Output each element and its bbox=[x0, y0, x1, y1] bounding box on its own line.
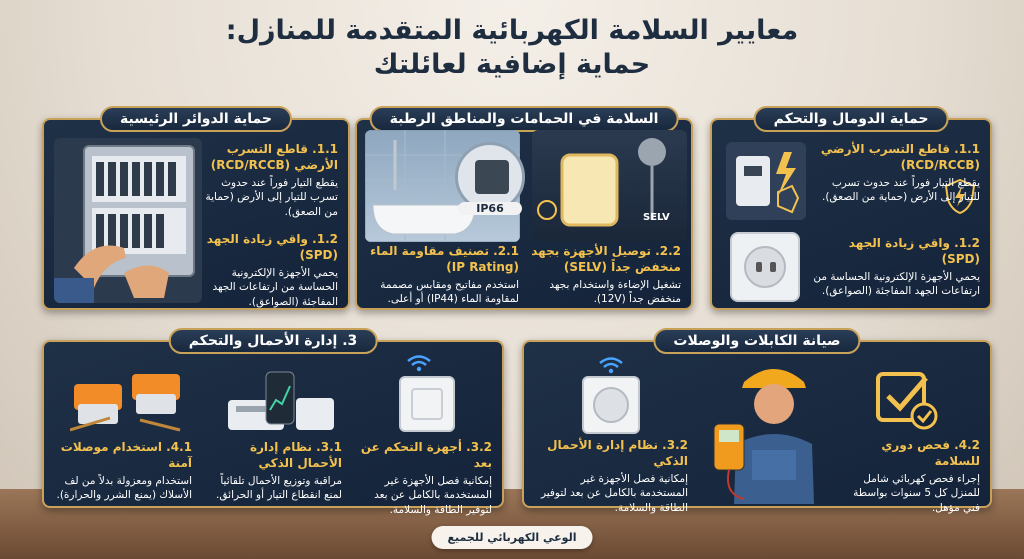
ip66-socket-icon bbox=[455, 142, 525, 215]
item-desc: تشغيل الإضاءة واستخدام بجهد منخفض جداً (12V). bbox=[549, 279, 681, 306]
panel-tag: السلامة في الحمامات والمناطق الرطبة bbox=[370, 106, 679, 132]
panel-tag: حماية الدومال والتحكم bbox=[754, 106, 949, 132]
item-title: 3.1. نظام إدارة الأحمال الذكي bbox=[249, 440, 342, 470]
item-smart-system bbox=[538, 438, 688, 515]
ip66-label: IP66 bbox=[458, 202, 522, 215]
item-desc: يحمي الأجهزة الإلكترونية الحساسة من ارتفاعات الجهد المفاجئة (الصواعق). bbox=[813, 271, 980, 298]
item-ip-rating bbox=[367, 244, 519, 307]
item-rcd bbox=[200, 142, 338, 219]
panel-cable-maintenance bbox=[522, 333, 992, 514]
item-desc: إجراء فحص كهربائي شامل للمنزل كل 5 سنوات بواسطة فني مؤهل. bbox=[853, 473, 980, 514]
item-title: 3.2. أجهزة التحكم عن بعد bbox=[360, 440, 492, 470]
item-spd bbox=[200, 232, 338, 309]
item-title: 4.1. استخدام موصلات آمنة bbox=[60, 440, 192, 470]
panel-tag: 3. إدارة الأحمال والتحكم bbox=[169, 328, 378, 354]
wire-connectors-icon bbox=[70, 368, 188, 440]
item-title: 1.2. واقي زيادة الجهد (SPD) bbox=[848, 236, 980, 266]
item-safe-connectors bbox=[52, 440, 192, 503]
smart-socket-icon bbox=[582, 376, 640, 434]
breaker-panel-illustration bbox=[54, 138, 202, 303]
checkmark-icon bbox=[874, 366, 940, 432]
panel-sockets-control bbox=[710, 111, 992, 310]
rcd-device-icon bbox=[726, 142, 806, 220]
item-desc: مراقبة وتوزيع الأحمال تلقائياً لمنع انقطاع التيار أو الحرائق. bbox=[216, 475, 342, 502]
item-title: 1.1. قاطع التسرب الأرضي (RCD/RCCB) bbox=[210, 142, 338, 172]
item-title: 1.1. قاطع التسرب الأرضي (RCD/RCCB) bbox=[820, 142, 980, 172]
wifi-icon bbox=[406, 354, 432, 372]
item-title: 4.2. فحص دوري للسلامة bbox=[881, 438, 980, 468]
item-desc: إمكانية فصل الأجهزة غير المستخدمة بالكامل عن بعد لتوفير الطاقة والسلامة. bbox=[540, 473, 688, 514]
item-desc: يقطع التيار فوراً عند حدوث تسرب للتيار إلى الأرض (حماية من الصعق). bbox=[821, 177, 980, 204]
panel-main-circuits bbox=[42, 111, 350, 310]
item-title: 2.1. تصنيف مقاومة الماء (IP Rating) bbox=[370, 244, 519, 274]
item-desc: إمكانية فصل الأجهزة غير المستخدمة بالكامل عن بعد لتوفير الطاقة والسلامة. bbox=[374, 475, 492, 516]
item-title: 3.2. نظام إدارة الأحمال الذكي bbox=[547, 438, 688, 468]
mirror-shower-illustration bbox=[532, 130, 687, 242]
item-rcd bbox=[820, 142, 980, 205]
title-line-2: حماية إضافية لعائلتك bbox=[373, 48, 651, 80]
item-periodic-check bbox=[850, 438, 980, 515]
footer-badge: الوعي الكهربائي للجميع bbox=[432, 526, 593, 549]
item-desc: استخدم مفاتيح ومقابس مصممة لمقاومة الماء (IP44) أو أعلى. bbox=[380, 279, 519, 306]
item-desc: يحمي الأجهزة الإلكترونية الحساسة من ارتفاعات الجهد المفاجئة (الصواعق). bbox=[212, 267, 338, 308]
load-manager-device-icon bbox=[226, 370, 336, 438]
item-desc: يقطع التيار فوراً عند حدوث تسرب للتيار إلى الأرض (حماية من الصعق). bbox=[205, 177, 338, 218]
page-title bbox=[0, 14, 1024, 82]
item-title: 2.2. توصيل الأجهزة بجهد منخفض جداً (SELV) bbox=[531, 244, 681, 274]
wall-socket-icon bbox=[730, 232, 800, 302]
item-load-system bbox=[202, 440, 342, 503]
electrician-illustration bbox=[704, 354, 844, 504]
item-title: 1.2. واقي زيادة الجهد (SPD) bbox=[206, 232, 338, 262]
wifi-icon bbox=[598, 356, 624, 374]
panel-wet-areas bbox=[355, 111, 693, 310]
item-desc: استخدام ومعزولة بدلاً من لف الأسلاك (يمنع الشرر والحرارة). bbox=[56, 475, 192, 502]
item-selv bbox=[529, 244, 681, 307]
panel-load-management bbox=[42, 333, 504, 516]
panel-tag: صيانة الكابلات والوصلات bbox=[653, 328, 860, 354]
title-line-1: معايير السلامة الكهربائية المتقدمة للمنازل: bbox=[225, 15, 799, 46]
item-remote-control bbox=[352, 440, 492, 517]
panel-tag: حماية الدوائر الرئيسية bbox=[100, 106, 292, 132]
selv-label: SELV bbox=[643, 212, 670, 223]
smart-switch-icon bbox=[399, 376, 455, 432]
item-spd bbox=[810, 236, 980, 299]
